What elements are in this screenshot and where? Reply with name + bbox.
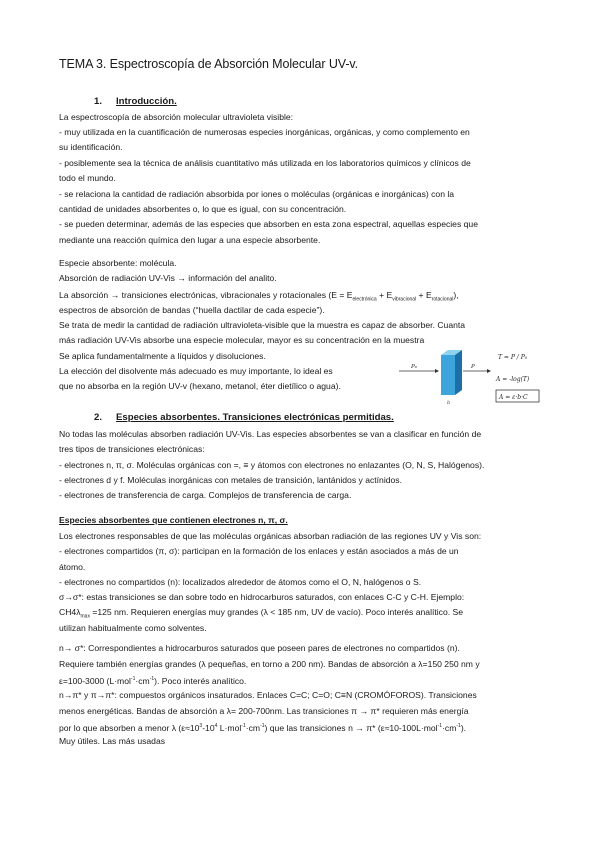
text-line: n→π* y π→π*: compuestos orgánicos insaturados. Enlaces C=C; C=O; C≡N (CROMÓFOROS). Transiciones xyxy=(59,690,477,700)
text-line: Se aplica fundamentalmente a líquidos y disoluciones. xyxy=(59,351,266,361)
p-label: P xyxy=(471,364,475,370)
path-length-label: b xyxy=(447,400,451,406)
text-line: espectros de absorción de bandas (“huella dactilar de cada especie”). xyxy=(59,305,325,315)
text-line: mediante una reacción química den lugar a una especie absorbente. xyxy=(59,235,321,245)
text-line: tres tipos de transiciones electrónicas: xyxy=(59,444,205,454)
text-line: - electrones d y f. Moléculas inorgánicas con metales de transición, lantánidos y actínidos. xyxy=(59,475,402,485)
absorbance-equation: A = -log(T) xyxy=(496,376,530,383)
text-line: $CH4\lambda_{max} =125$ nm. Requieren energías muy grandes (λ < 185 nm, UV de vacío). Poco interés analítico. Se xyxy=(59,607,464,620)
section-heading-absorbing-species: 2. Especies absorbentes. Transiciones electrónicas permitidas. xyxy=(94,412,394,423)
text-line: Se trata de medir la cantidad de radiación ultravioleta-visible que la muestra es capaz de absorber. Cuanta xyxy=(59,320,466,330)
text-line: Requiere también energías grandes (λ pequeñas, en torno a 200 nm). Bandas de absorción a λ=150 250 nm y xyxy=(59,659,480,669)
text-line: - electrones de transferencia de carga. Complejos de transferencia de carga. xyxy=(59,490,352,500)
section-heading-introduction: 1. Introducción. xyxy=(94,96,177,107)
beer-lambert-equation: A = ε·b·C xyxy=(499,394,528,401)
text-line: utilizan habitualmente como solventes. xyxy=(59,623,207,633)
text-line: todo el mundo. xyxy=(59,173,116,183)
text-line: que no absorba en la región UV-v (hexano, metanol, éter dietílico o agua). xyxy=(59,381,341,391)
text-line: La elección del disolvente más adecuado es muy importante, lo ideal es xyxy=(59,366,333,376)
text-line: cantidad de unidades absorbentes o, lo que es igual, con su concentración. xyxy=(59,204,347,214)
text-line: - se relaciona la cantidad de radiación absorbida por iones o moléculas (orgánicas e inorgánicas) con la xyxy=(59,189,455,199)
cuvette-side xyxy=(455,350,462,395)
text-line: - electrones n, π, σ. Moléculas orgánicas con =, ≡ y átomos con electrones no enlazantes (O, N, S, Halógenos). xyxy=(59,460,485,470)
subsection-heading: Especies absorbentes que contienen electrones n, π, σ. xyxy=(59,515,288,525)
text-line: No todas las moléculas absorben radiación UV-Vis. Las especies absorbentes se van a clasificar en función de xyxy=(59,429,482,439)
text-line: σ→σ*: estas transiciones se dan sobre todo en hidrocarburos saturados, con enlaces C-C y C-H. Ejemplo: xyxy=(59,592,465,602)
page-title: TEMA 3. Espectroscopía de Absorción Molecular UV-v. xyxy=(59,57,358,71)
text-line: - muy utilizada en la cuantificación de numerosas especies inorgánicas, orgánicas, y como complemento en xyxy=(59,127,470,137)
text-line: más radiación UV-Vis absorbe una especie molecular, mayor es su concentración en la muestra xyxy=(59,335,425,345)
text-line: menos energéticas. Bandas de absorción a λ= 200-700nm. Las transiciones π → π* requieren más energía xyxy=(59,706,469,716)
p0-label: P₀ xyxy=(411,364,417,370)
text-line: Los electrones responsables de que las moléculas orgánicas absorban radiación de las regiones UV y Vis son: xyxy=(59,531,482,541)
text-line: Absorción de radiación UV-Vis → información del analito. xyxy=(59,273,277,283)
text-line-energy: La absorción → transiciones electrónicas, vibracionales y rotacionales $(E = E_{electrónica} + E_{vibracional} + E_{rotacional})$, xyxy=(59,290,459,303)
text-line: por lo que absorben a menor λ ($\varepsilon\approx 10^3-10^4$ $L\cdot mol^{-1}\cdot cm^{-1}$) que las transiciones n → π* $(\varepsilon\approx 10-100L\cdot mol^{-1}\cdot cm^{-1})$. xyxy=(59,722,467,733)
text-line: ε=100-3000 $(L\cdot mol^{-1}\cdot cm^{-1})$. Poco interés analítico. xyxy=(59,675,247,686)
text-line: - electrones no compartidos (n): localizados alrededor de átomos como el O, N, halógenos o S. xyxy=(59,577,422,587)
text-line: átomo. xyxy=(59,562,86,572)
text-line: Especie absorbente: molécula. xyxy=(59,258,177,268)
text-line: - electrones compartidos (π, σ): participan en la formación de los enlaces y están asociados a más de un xyxy=(59,546,459,556)
absorption-diagram xyxy=(397,343,542,407)
text-line: n→ σ*: Correspondientes a hidrocarburos saturados que poseen pares de electrones no compartidos (n). xyxy=(59,643,460,653)
cuvette-front xyxy=(441,355,455,395)
text-line: - se pueden determinar, además de las especies que absorben en esta zona espectral, aquellas especies que xyxy=(59,219,478,229)
text-line: - posiblemente sea la técnica de análisis cuantitativo más utilizada en los laboratorios químicos y clínicos de xyxy=(59,158,471,168)
text-line: La espectroscopía de absorción molecular ultravioleta visible: xyxy=(59,112,294,122)
text-line: Muy útiles. Las más usadas xyxy=(59,736,166,746)
text-line: su identificación. xyxy=(59,142,123,152)
transmittance-equation: T = P / P₀ xyxy=(498,354,528,361)
